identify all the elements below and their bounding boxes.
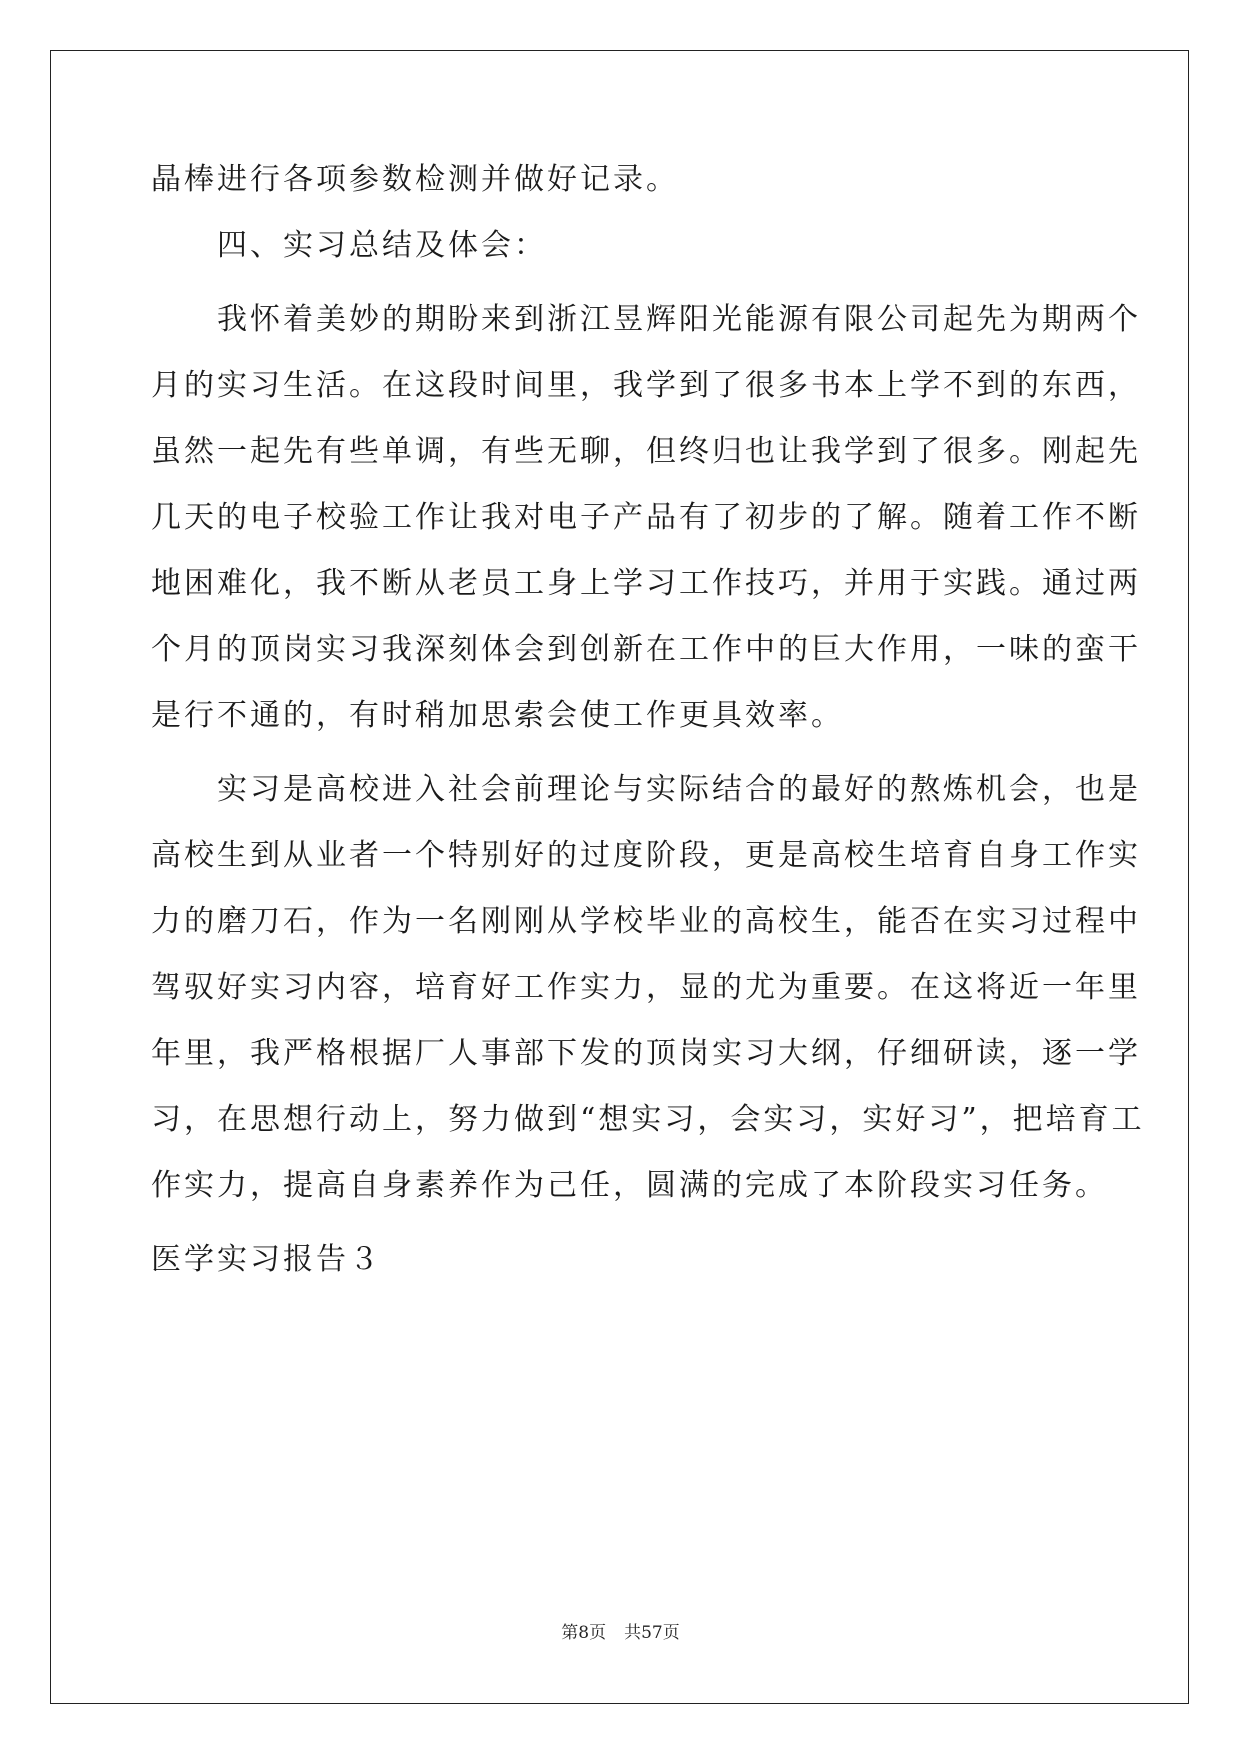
text-line: 力的磨刀石，作为一名刚刚从学校毕业的高校生，能否在实习过程中 [151,904,1141,939]
text-line: 地困难化，我不断从老员工身上学习工作技巧，并用于实践。通过两 [151,566,1141,601]
section-heading: 四、实习总结及体会： [151,228,547,263]
page-footer [0,1622,1241,1644]
text-line: 是行不通的，有时稍加思索会使工作更具效率。 [151,698,844,733]
text-line: 我怀着美妙的期盼来到浙江昱辉阳光能源有限公司起先为期两个 [151,302,1141,337]
text-line: 晶棒进行各项参数检测并做好记录。 [151,162,679,197]
total-unit: 页 [662,1623,680,1643]
page-unit: 页 [589,1623,607,1643]
text-line: 习，在思想行动上，努力做到“想实习，会实习，实好习”，把培育工 [151,1102,1145,1137]
text-line: 作实力，提高自身素养作为己任，圆满的完成了本阶段实习任务。 [151,1168,1108,1203]
text-line: 实习是高校进入社会前理论与实际结合的最好的熬炼机会，也是 [151,772,1141,807]
page-border [50,50,1189,1704]
text-line: 年里，我严格根据厂人事部下发的顶岗实习大纲，仔细研读，逐一学 [151,1036,1141,1071]
report-title: 医学实习报告３ [151,1242,382,1277]
page-label: 第 [561,1623,579,1643]
page-number: 8 [578,1623,590,1643]
total-label: 共 [624,1623,642,1643]
text-line: 月的实习生活。在这段时间里，我学到了很多书本上学不到的东西， [151,368,1141,403]
text-line: 个月的顶岗实习我深刻体会到创新在工作中的巨大作用，一味的蛮干 [151,632,1141,667]
total-pages: 57 [641,1623,663,1643]
text-line: 驾驭好实习内容，培育好工作实力，显的尤为重要。在这将近一年里 [151,970,1141,1005]
text-line: 高校生到从业者一个特别好的过度阶段，更是高校生培育自身工作实 [151,838,1141,873]
text-line: 几天的电子校验工作让我对电子产品有了初步的了解。随着工作不断 [151,500,1141,535]
text-line: 虽然一起先有些单调，有些无聊，但终归也让我学到了很多。刚起先 [151,434,1141,469]
